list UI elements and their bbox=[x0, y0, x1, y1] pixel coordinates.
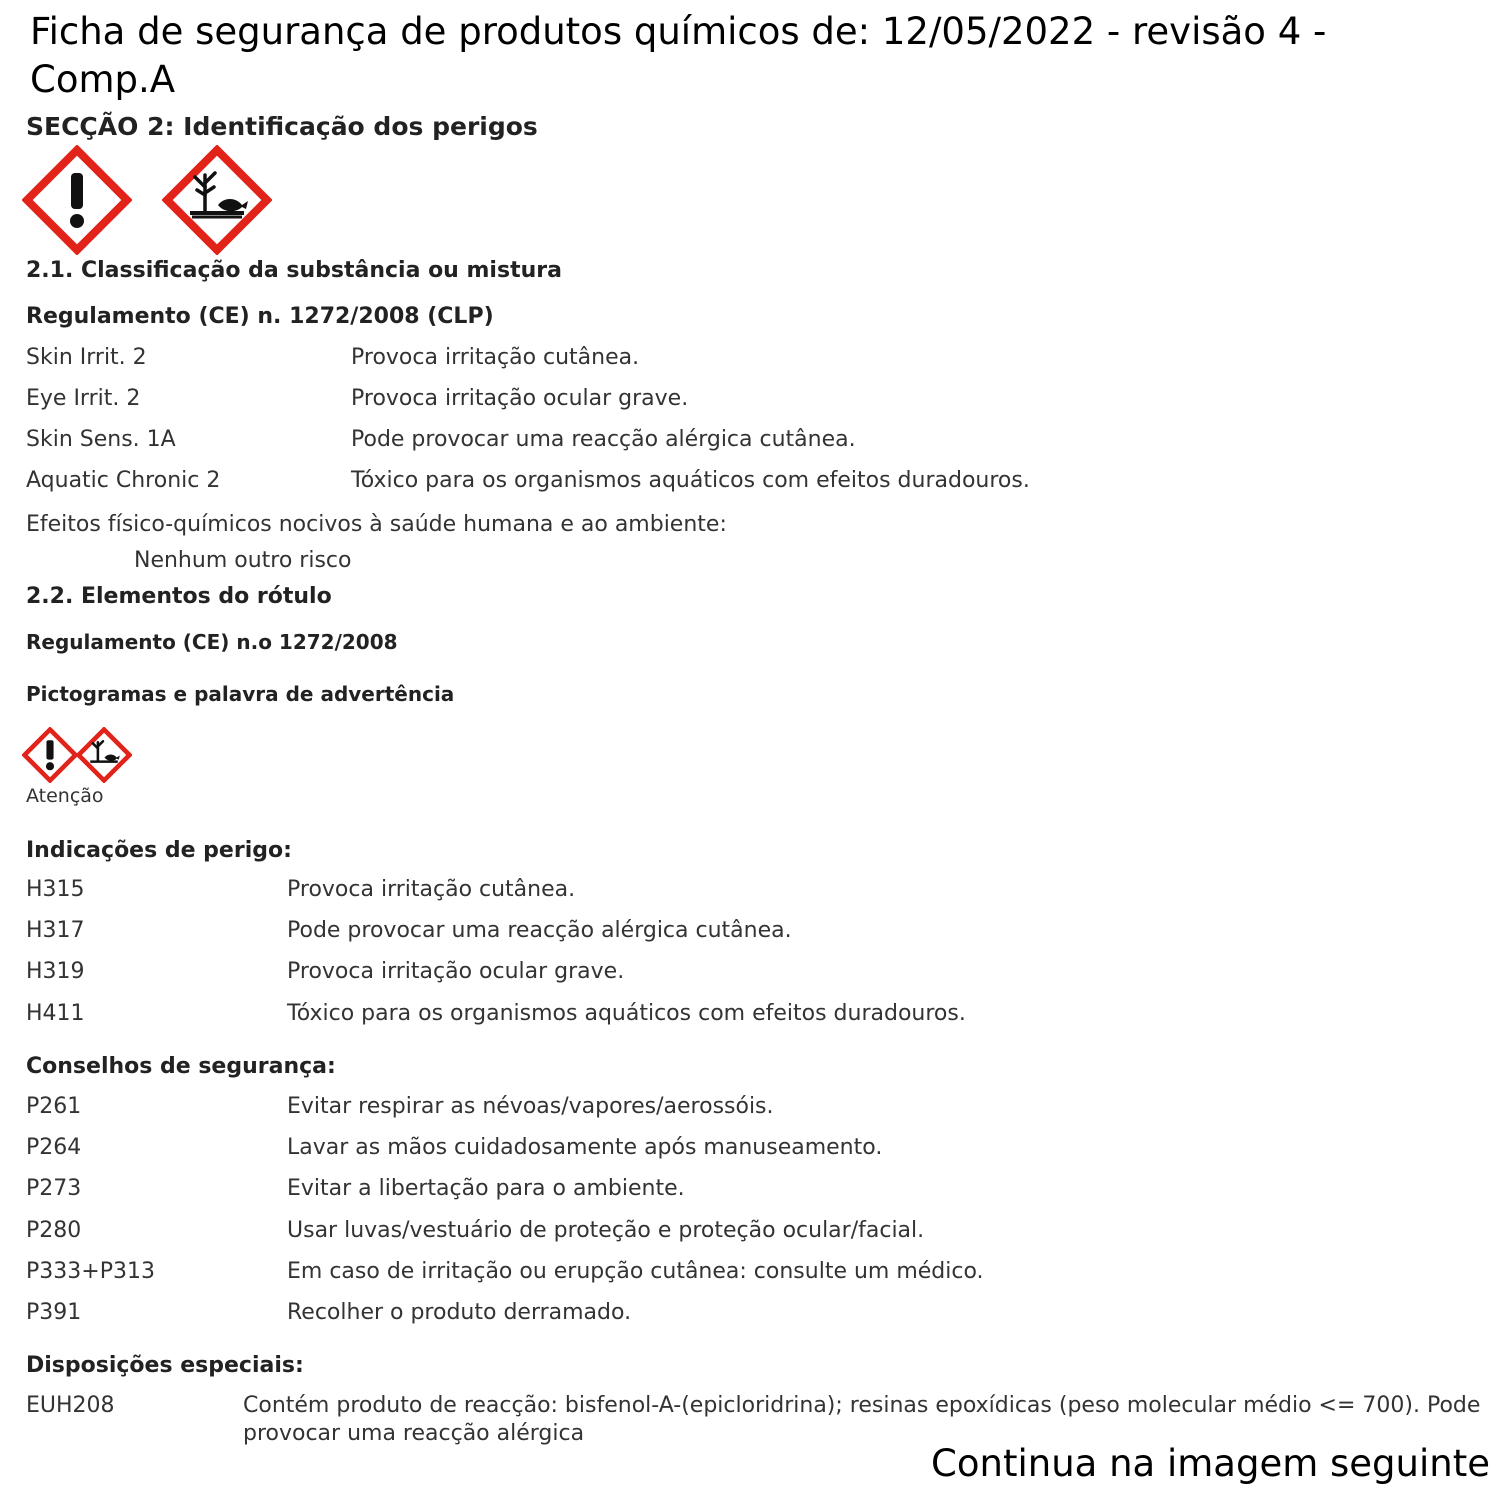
continuation-note: Continua na imagem seguinte bbox=[931, 1442, 1490, 1485]
precaution-text: Recolher o produto derramado. bbox=[287, 1300, 632, 1325]
special-text: Contém produto de reacção: bisfenol-A-(epicloridrina); resinas epoxídicas (peso molecular médio <= 700). Pode provocar uma reacção alérgica bbox=[243, 1393, 1481, 1446]
precaution-code: P264 bbox=[26, 1135, 82, 1160]
hazard-statements-heading: Indicações de perigo: bbox=[26, 838, 292, 863]
precaution-code: P280 bbox=[26, 1218, 82, 1243]
precaution-code: P261 bbox=[26, 1094, 82, 1119]
classification-text: Tóxico para os organismos aquáticos com efeitos duradouros. bbox=[351, 468, 1030, 493]
hazard-code: H317 bbox=[26, 918, 85, 943]
classification-text: Provoca irritação cutânea. bbox=[351, 345, 640, 370]
hazard-text: Tóxico para os organismos aquáticos com efeitos duradouros. bbox=[287, 1001, 966, 1026]
precaution-text: Em caso de irritação ou erupção cutânea: consulte um médico. bbox=[287, 1259, 984, 1284]
precaution-code: P391 bbox=[26, 1300, 82, 1325]
environment-hazard-icon bbox=[162, 145, 272, 255]
hazard-code: H315 bbox=[26, 877, 85, 902]
signal-word: Atenção bbox=[26, 785, 104, 807]
environment-hazard-small-icon bbox=[76, 727, 132, 783]
classification-code: Skin Irrit. 2 bbox=[26, 345, 147, 370]
precaution-text: Evitar respirar as névoas/vapores/aerossóis. bbox=[287, 1094, 774, 1119]
special-code: EUH208 bbox=[26, 1393, 115, 1418]
classification-text: Provoca irritação ocular grave. bbox=[351, 386, 689, 411]
precaution-text: Evitar a libertação para o ambiente. bbox=[287, 1176, 685, 1201]
precaution-text: Lavar as mãos cuidadosamente após manuseamento. bbox=[287, 1135, 883, 1160]
regulation-heading: Regulamento (CE) n.o 1272/2008 bbox=[26, 630, 398, 654]
pictograms-heading: Pictogramas e palavra de advertência bbox=[26, 682, 455, 706]
hazard-code: H319 bbox=[26, 959, 85, 984]
classification-code: Eye Irrit. 2 bbox=[26, 386, 141, 411]
precaution-text: Usar luvas/vestuário de proteção e proteção ocular/facial. bbox=[287, 1218, 925, 1243]
hazard-text: Provoca irritação cutânea. bbox=[287, 877, 576, 902]
classification-code: Aquatic Chronic 2 bbox=[26, 468, 221, 493]
effects-label: Efeitos físico-químicos nocivos à saúde humana e ao ambiente: bbox=[26, 512, 727, 537]
hazard-text: Pode provocar uma reacção alérgica cutânea. bbox=[287, 918, 792, 943]
precaution-code: P273 bbox=[26, 1176, 82, 1201]
section-2-1-heading: 2.1. Classificação da substância ou mistura bbox=[26, 258, 562, 283]
classification-code: Skin Sens. 1A bbox=[26, 427, 176, 452]
hazard-code: H411 bbox=[26, 1001, 85, 1026]
precautionary-heading: Conselhos de segurança: bbox=[26, 1054, 336, 1079]
exclamation-mark-small-icon bbox=[22, 727, 78, 783]
hazard-text: Provoca irritação ocular grave. bbox=[287, 959, 625, 984]
special-provisions-heading: Disposições especiais: bbox=[26, 1353, 304, 1378]
section-heading: SECÇÃO 2: Identificação dos perigos bbox=[26, 112, 538, 141]
section-2-2-heading: 2.2. Elementos do rótulo bbox=[26, 584, 332, 609]
effects-value: Nenhum outro risco bbox=[134, 548, 352, 573]
classification-text: Pode provocar uma reacção alérgica cutânea. bbox=[351, 427, 856, 452]
page-title: Ficha de segurança de produtos químicos de: 12/05/2022 - revisão 4 - Comp.A bbox=[30, 10, 1327, 101]
clp-heading: Regulamento (CE) n. 1272/2008 (CLP) bbox=[26, 304, 494, 329]
precaution-code: P333+P313 bbox=[26, 1259, 155, 1284]
exclamation-mark-icon bbox=[22, 145, 132, 255]
